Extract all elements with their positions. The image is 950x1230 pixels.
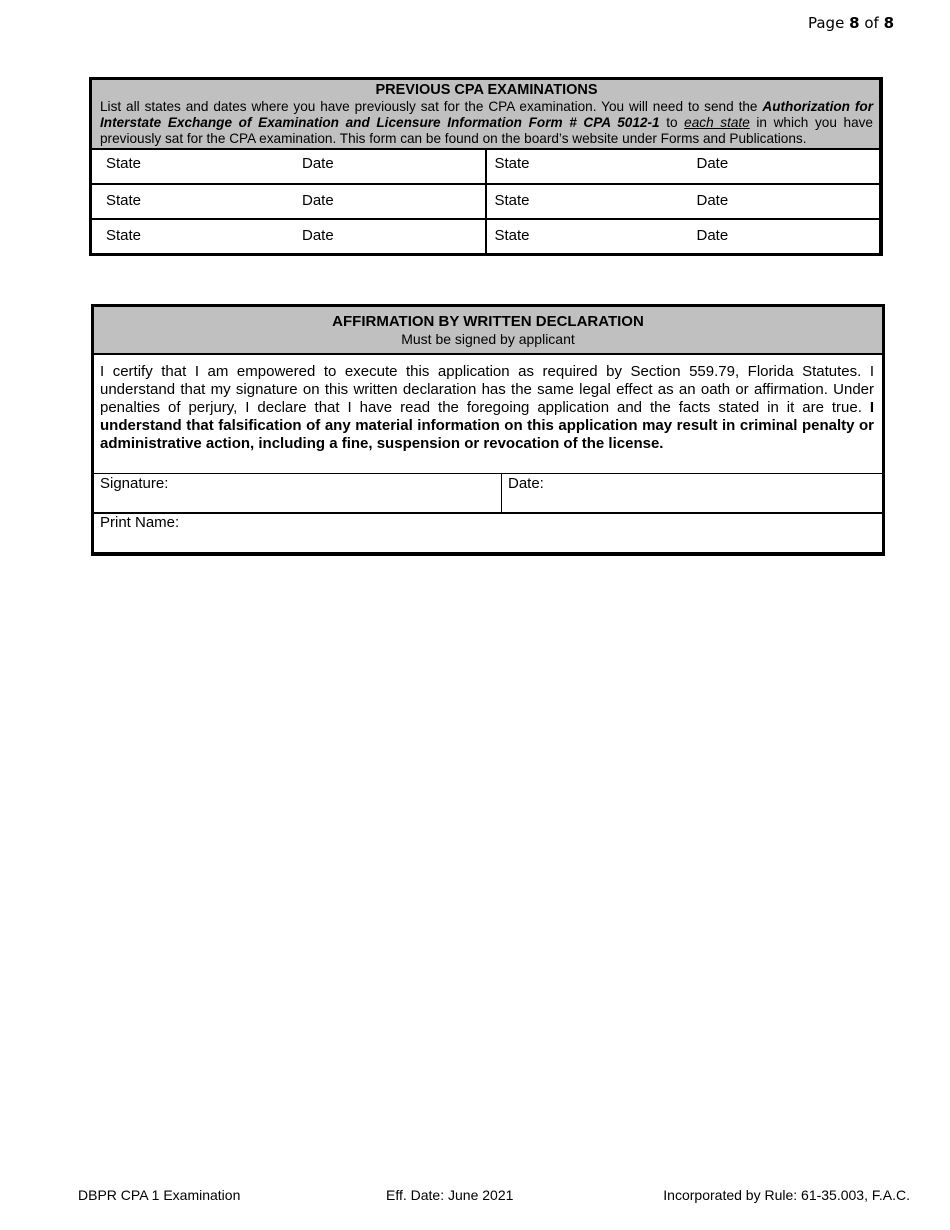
date-label: Date [302,155,334,172]
date-label: Date [696,155,729,172]
page-current: 8 [849,14,860,32]
authorization-form-name: Authorization for Interstate Exchange of Examination and Licensure Information Form # CPA 5012-1 [100,99,873,130]
state-label: State [494,155,530,172]
footer-rule: Incorporated by Rule: 61-35.003, F.A.C. [663,1187,910,1203]
exam-entry-row[interactable] [92,183,485,218]
previous-exams-column-left [92,150,487,253]
print-name-field[interactable] [94,514,882,552]
date-label: Date [302,227,334,244]
exam-entry-row[interactable] [92,218,485,253]
falsification-warning: I understand that falsification of any material information on this application may result in criminal penalty or administrative action, including a fine, suspension or revocation of the license. [100,399,874,452]
print-name-label: Print Name: [100,514,180,531]
exam-entry-row[interactable] [487,183,880,218]
previous-exams-section [89,77,883,256]
signature-row [94,474,882,514]
affirmation-title: AFFIRMATION BY WRITTEN DECLARATION [332,313,644,330]
page-number [808,14,894,32]
footer-effective-date: Eff. Date: June 2021 [386,1187,514,1203]
previous-exams-description: List all states and dates where you have previously sat for the CPA examination. You will need to send the Authorization for Interstate Exchange of Examination and Licensure Information Form # CPA 5012-1 to each state in which you have previously sat for the CPA examination. This form can be found on the board’s website under Forms and Publications. [100,99,873,146]
signature-field[interactable] [94,474,502,512]
each-state-emphasis: each state [684,115,750,130]
affirmation-statement: I certify that I am empowered to execute this application as required by Section 559.79, Florida Statutes. I understand that my signature on this written declaration has the same legal effect as an oath or affirmation. Under penalties of perjury, I declare that I have read the foregoing application and the facts stated in it are true. I understand that falsification of any material information on this application may result in criminal penalty or administrative action, including a fine, suspension or revocation of the license. [94,355,882,474]
date-label: Date [696,192,729,209]
state-label: State [494,192,530,209]
exam-entry-row[interactable] [487,218,880,253]
signature-date-label: Date: [508,475,544,492]
previous-exams-header [92,80,879,150]
exam-entry-row[interactable] [487,150,880,183]
state-label: State [494,227,530,244]
date-label: Date [302,192,334,209]
page-label: Page [807,14,845,32]
state-label: State [106,192,142,209]
page-of: of [864,14,879,32]
state-label: State [106,227,142,244]
signature-date-field[interactable] [502,474,550,512]
exam-entry-row[interactable] [92,150,485,183]
previous-exams-grid [92,150,879,253]
previous-exams-column-right [487,150,880,253]
date-label: Date [696,227,729,244]
previous-exams-title: PREVIOUS CPA EXAMINATIONS [375,82,598,98]
page-total: 8 [883,14,894,32]
footer-form-name: DBPR CPA 1 Examination [78,1187,241,1203]
state-label: State [106,155,142,172]
affirmation-header [94,307,882,355]
affirmation-section [91,304,885,556]
affirmation-subtitle: Must be signed by applicant [401,331,575,347]
signature-label: Signature: [100,475,169,492]
